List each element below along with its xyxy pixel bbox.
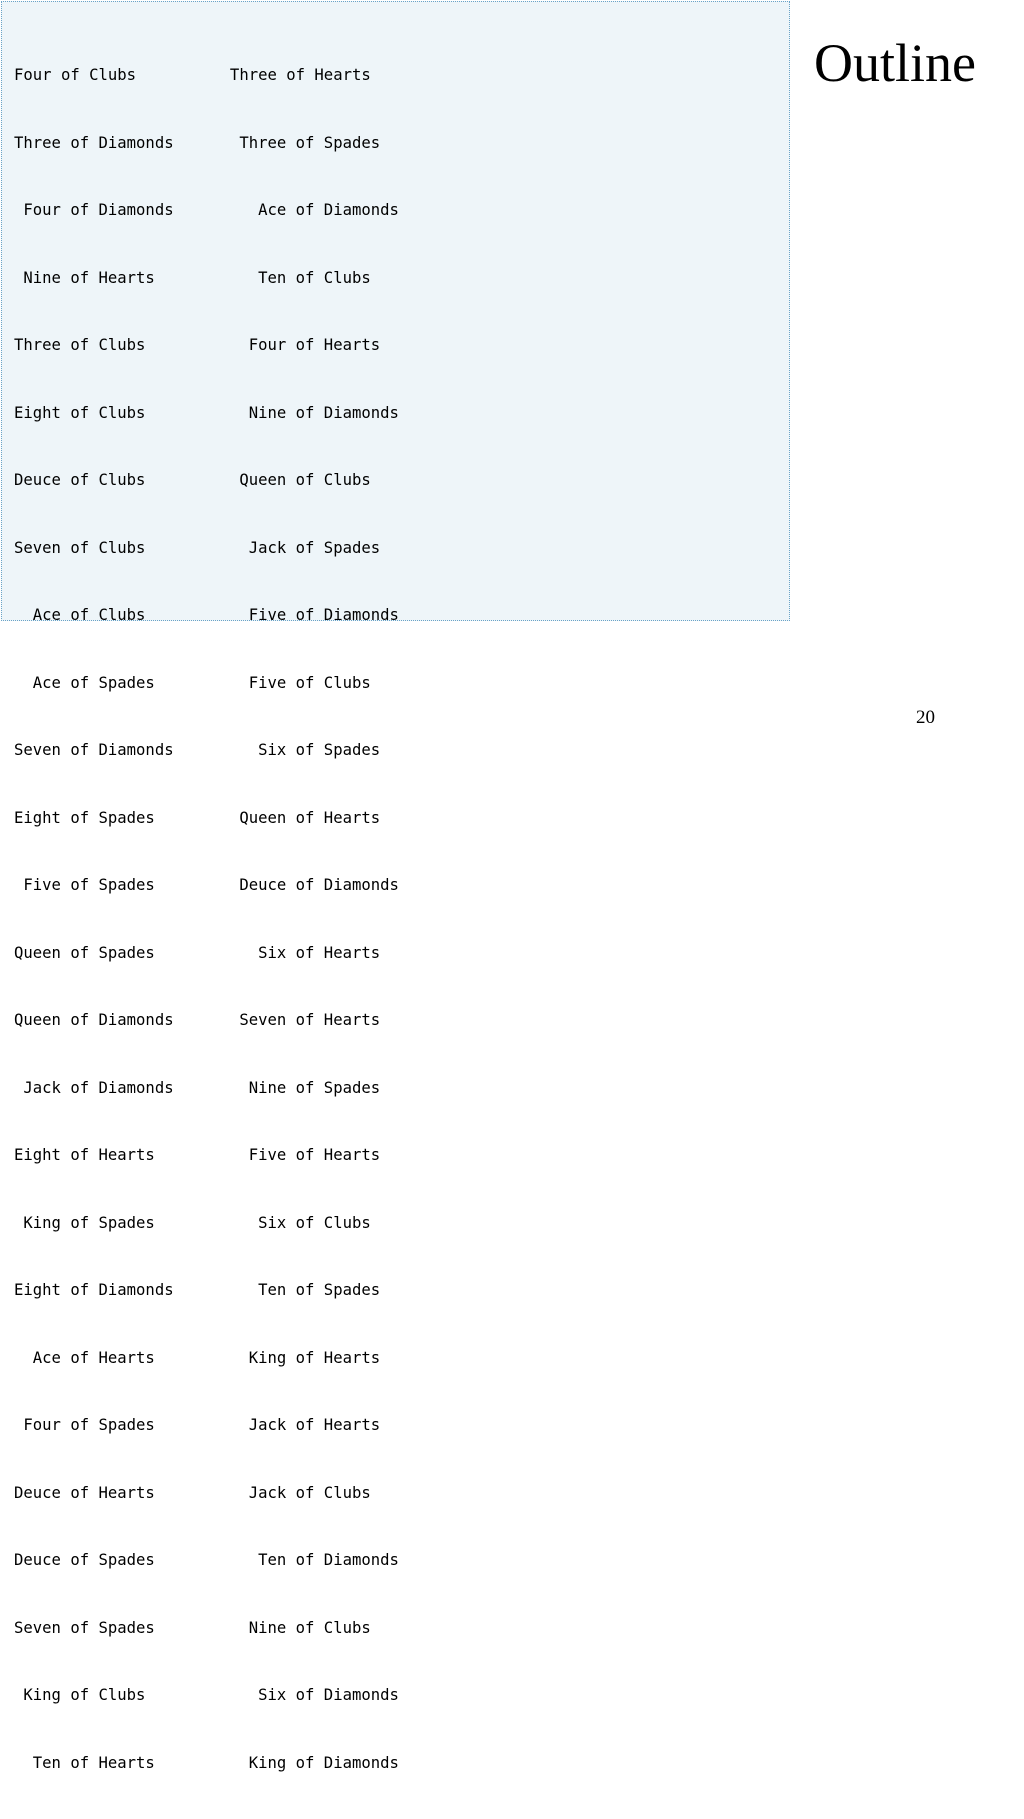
output-line: Ace of Spades Five of Clubs: [14, 673, 371, 692]
output-line: Seven of Clubs Jack of Spades: [14, 538, 381, 557]
output-line: Three of Diamonds Three of Spades: [14, 133, 381, 152]
output-line: Ace of Clubs Five of Diamonds: [14, 606, 399, 624]
output-line: Jack of Diamonds Nine of Spades: [14, 1078, 381, 1097]
output-line: Queen of Diamonds Seven of Hearts: [14, 1011, 381, 1029]
output-line: Nine of Hearts Ten of Clubs: [14, 268, 371, 287]
output-line: Ten of Hearts King of Diamonds: [14, 1753, 399, 1772]
output-line: Queen of Spades Six of Hearts: [14, 943, 381, 962]
output-line: Four of Diamonds Ace of Diamonds: [14, 201, 399, 219]
output-line: Seven of Diamonds Six of Spades: [14, 741, 381, 759]
output-line: Eight of Diamonds Ten of Spades: [14, 1281, 381, 1299]
output-line: Eight of Clubs Nine of Diamonds: [14, 403, 399, 422]
output-line: Eight of Spades Queen of Hearts: [14, 808, 381, 827]
output-line: Deuce of Clubs Queen of Clubs: [14, 471, 371, 489]
output-line: Deuce of Hearts Jack of Clubs: [14, 1483, 371, 1502]
output-line: Four of Spades Jack of Hearts: [14, 1416, 381, 1434]
output-line: Four of Clubs Three of Hearts: [14, 66, 371, 84]
output-line: Ace of Hearts King of Hearts: [14, 1348, 381, 1367]
page-number: 20: [916, 707, 935, 728]
output-line: Seven of Spades Nine of Clubs: [14, 1618, 371, 1637]
output-line: Deuce of Spades Ten of Diamonds: [14, 1551, 399, 1569]
output-line: Five of Spades Deuce of Diamonds: [14, 876, 399, 894]
output-line: King of Clubs Six of Diamonds: [14, 1686, 399, 1704]
output-line: Three of Clubs Four of Hearts: [14, 336, 381, 354]
program-output-panel: [1, 1, 790, 1772]
output-line: King of Spades Six of Clubs: [14, 1213, 371, 1232]
slide-title: Outline: [814, 33, 976, 93]
output-line: Eight of Hearts Five of Hearts: [14, 1146, 381, 1164]
program-output-text: [14, 19, 399, 1819]
